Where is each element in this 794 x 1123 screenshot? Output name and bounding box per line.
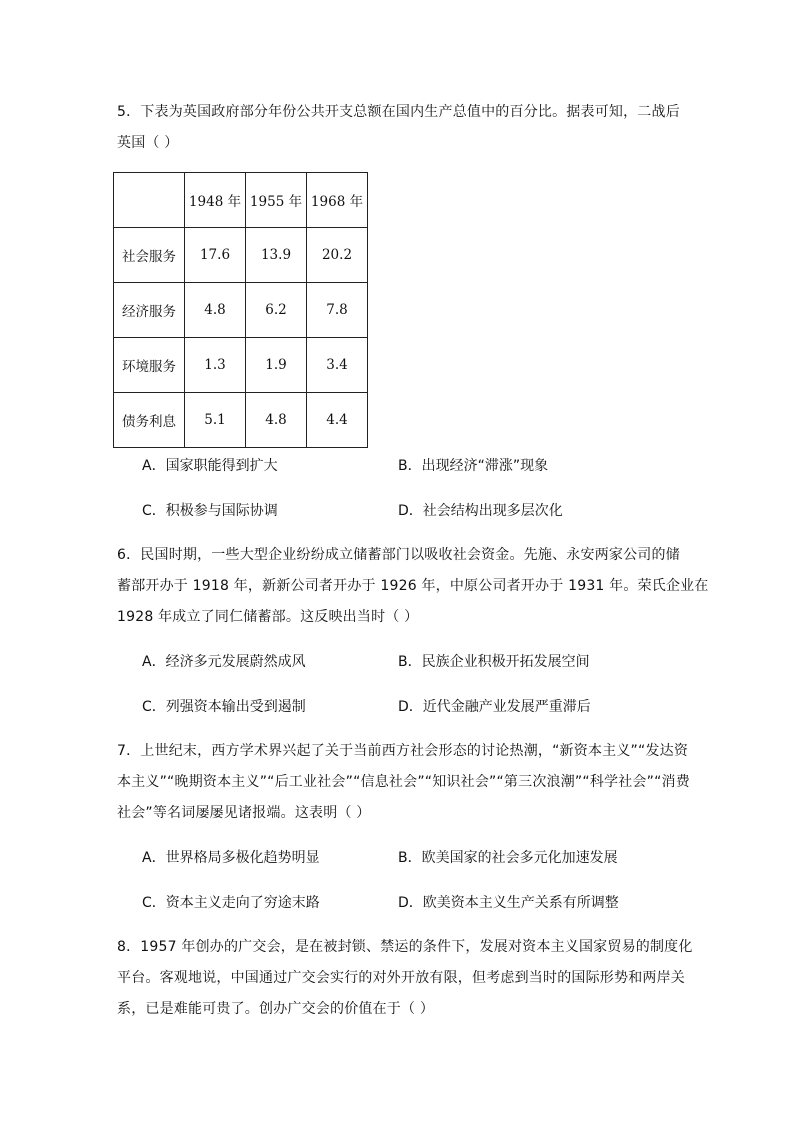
table-row-label: 环境服务: [114, 338, 185, 393]
q8-stem-line-1: 8．1957 年创办的广交会，是在被封锁、禁运的条件下，发展对资本主义国家贸易的制度化: [117, 939, 693, 955]
q5-stem-line-2: 英国（ ）: [117, 135, 179, 151]
q7-stem-line-3: 社会”等名词屡屡见诸报端。这表明（ ）: [117, 805, 371, 821]
q7-option-d[interactable]: D．欧美资本主义生产关系有所调整: [398, 895, 619, 911]
table-cell: 17.6: [185, 228, 246, 283]
q5-data-table: [113, 172, 368, 448]
table-cell: 4.8: [185, 283, 246, 338]
table-header-row: [114, 173, 368, 228]
q6-option-d[interactable]: D．近代金融产业发展严重滞后: [398, 699, 591, 715]
q7-option-b[interactable]: B．欧美国家的社会多元化加速发展: [398, 850, 618, 866]
q7-stem-line-2: 本主义”“晚期资本主义”“后工业社会”“信息社会”“知识社会”“第三次浪潮”“科学社会”“消费: [117, 774, 690, 790]
table-cell: 6.2: [246, 283, 307, 338]
table-header-empty: [114, 173, 185, 228]
table-header-1955: 1955 年: [246, 173, 307, 228]
table-cell: 1.9: [246, 338, 307, 393]
q6-option-a[interactable]: A．经济多元发展蔚然成风: [142, 654, 306, 670]
q6-stem-line-1: 6．民国时期，一些大型企业纷纷成立储蓄部门以吸收社会资金。先施、永安两家公司的储: [117, 547, 680, 563]
q6-option-c[interactable]: C．列强资本输出受到遏制: [142, 699, 306, 715]
q8-stem-line-3: 系，已是难能可贵了。创办广交会的价值在于（ ）: [117, 1001, 435, 1017]
q5-option-b[interactable]: B．出现经济“滞涨”现象: [398, 458, 549, 474]
table-cell: 5.1: [185, 393, 246, 448]
table-cell: 7.8: [307, 283, 368, 338]
q5-option-c[interactable]: C．积极参与国际协调: [142, 503, 278, 519]
q7-option-a[interactable]: A．世界格局多极化趋势明显: [142, 850, 320, 866]
q8-stem-line-2: 平台。客观地说，中国通过广交会实行的对外开放有限，但考虑到当时的国际形势和两岸关: [117, 970, 685, 986]
q7-option-c[interactable]: C．资本主义走向了穷途末路: [142, 895, 320, 911]
table-row: [114, 338, 368, 393]
table-cell: 3.4: [307, 338, 368, 393]
table-cell: 4.4: [307, 393, 368, 448]
q6-option-b[interactable]: B．民族企业积极开拓发展空间: [398, 654, 590, 670]
q7-stem-line-1: 7．上世纪末，西方学术界兴起了关于当前西方社会形态的讨论热潮，“新资本主义”“发达资: [117, 743, 689, 759]
q5-stem-line-1: 5．下表为英国政府部分年份公共开支总额在国内生产总值中的百分比。据表可知，二战后: [117, 104, 680, 120]
table-cell: 4.8: [246, 393, 307, 448]
table-row-label: 债务利息: [114, 393, 185, 448]
table-cell: 13.9: [246, 228, 307, 283]
table-header-1948: 1948 年: [185, 173, 246, 228]
q5-option-a[interactable]: A．国家职能得到扩大: [142, 458, 278, 474]
table-header-1968: 1968 年: [307, 173, 368, 228]
table-row-label: 经济服务: [114, 283, 185, 338]
table-row: [114, 393, 368, 448]
table-cell: 20.2: [307, 228, 368, 283]
table-row-label: 社会服务: [114, 228, 185, 283]
q6-stem-line-2: 蓄部开办于 1918 年，新新公司者开办于 1926 年，中原公司者开办于 1931 年。荣氏企业在: [117, 578, 709, 594]
table-row: [114, 283, 368, 338]
table-cell: 1.3: [185, 338, 246, 393]
table-row: [114, 228, 368, 283]
q5-option-d[interactable]: D．社会结构出现多层次化: [398, 503, 563, 519]
q6-stem-line-3: 1928 年成立了同仁储蓄部。这反映出当时（ ）: [117, 609, 419, 625]
